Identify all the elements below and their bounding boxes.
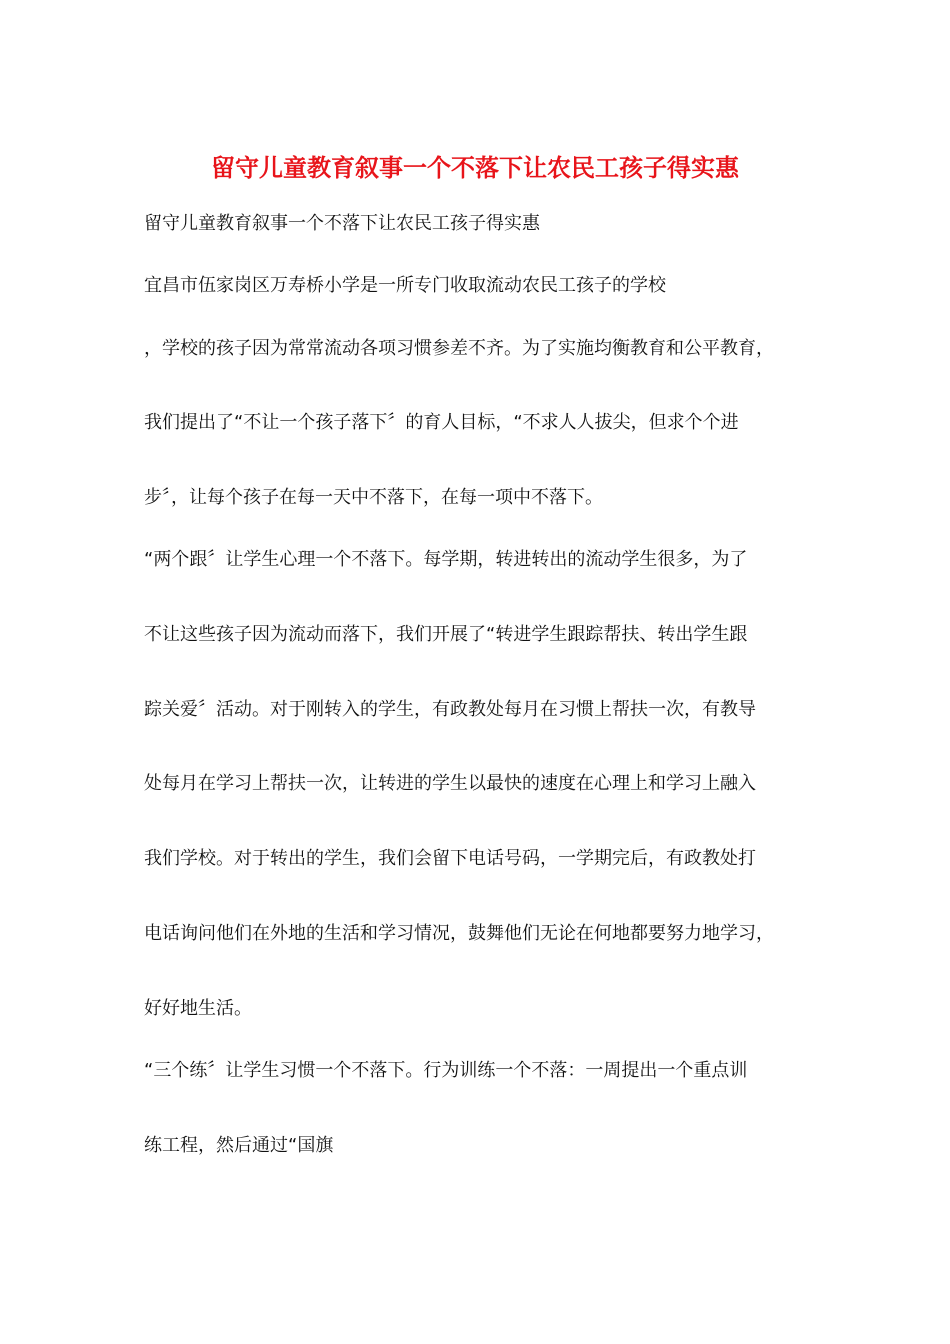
paragraph-line: 电话询问他们在外地的生活和学习情况，鼓舞他们无论在何地都要努力地学习，	[144, 923, 774, 944]
paragraph-line: 我们提出了“不让一个孩子落下〞的育人目标，“不求人人拔尖，但求个个进	[144, 412, 739, 433]
paragraph-line: “两个跟〞让学生心理一个不落下。每学期，转进转出的流动学生很多，为了	[144, 549, 748, 570]
paragraph-line: 踪关爱〞活动。对于刚转入的学生，有政教处每月在习惯上帮扶一次，有教导	[144, 699, 756, 720]
paragraph-line: 好好地生活。	[144, 998, 252, 1019]
paragraph-line: ，学校的孩子因为常常流动各项习惯参差不齐。为了实施均衡教育和公平教育，	[144, 338, 774, 359]
paragraph-line: “三个练〞让学生习惯一个不落下。行为训练一个不落：一周提出一个重点训	[144, 1060, 748, 1081]
paragraph-line: 不让这些孩子因为流动而落下，我们开展了“转进学生跟踪帮扶、转出学生跟	[144, 624, 748, 645]
paragraph-line: 练工程，然后通过“国旗	[144, 1135, 334, 1156]
paragraph-line: 步〞，让每个孩子在每一天中不落下，在每一项中不落下。	[144, 487, 603, 508]
document-title: 留守儿童教育叙事一个不落下让农民工孩子得实惠	[211, 153, 739, 182]
paragraph-line: 处每月在学习上帮扶一次，让转进的学生以最快的速度在心理上和学习上融入	[144, 773, 756, 794]
paragraph-line: 宜昌市伍家岗区万寿桥小学是一所专门收取流动农民工孩子的学校	[144, 275, 666, 296]
paragraph-line: 留守儿童教育叙事一个不落下让农民工孩子得实惠	[144, 213, 540, 234]
paragraph-line: 我们学校。对于转出的学生，我们会留下电话号码，一学期完后，有政教处打	[144, 848, 756, 869]
